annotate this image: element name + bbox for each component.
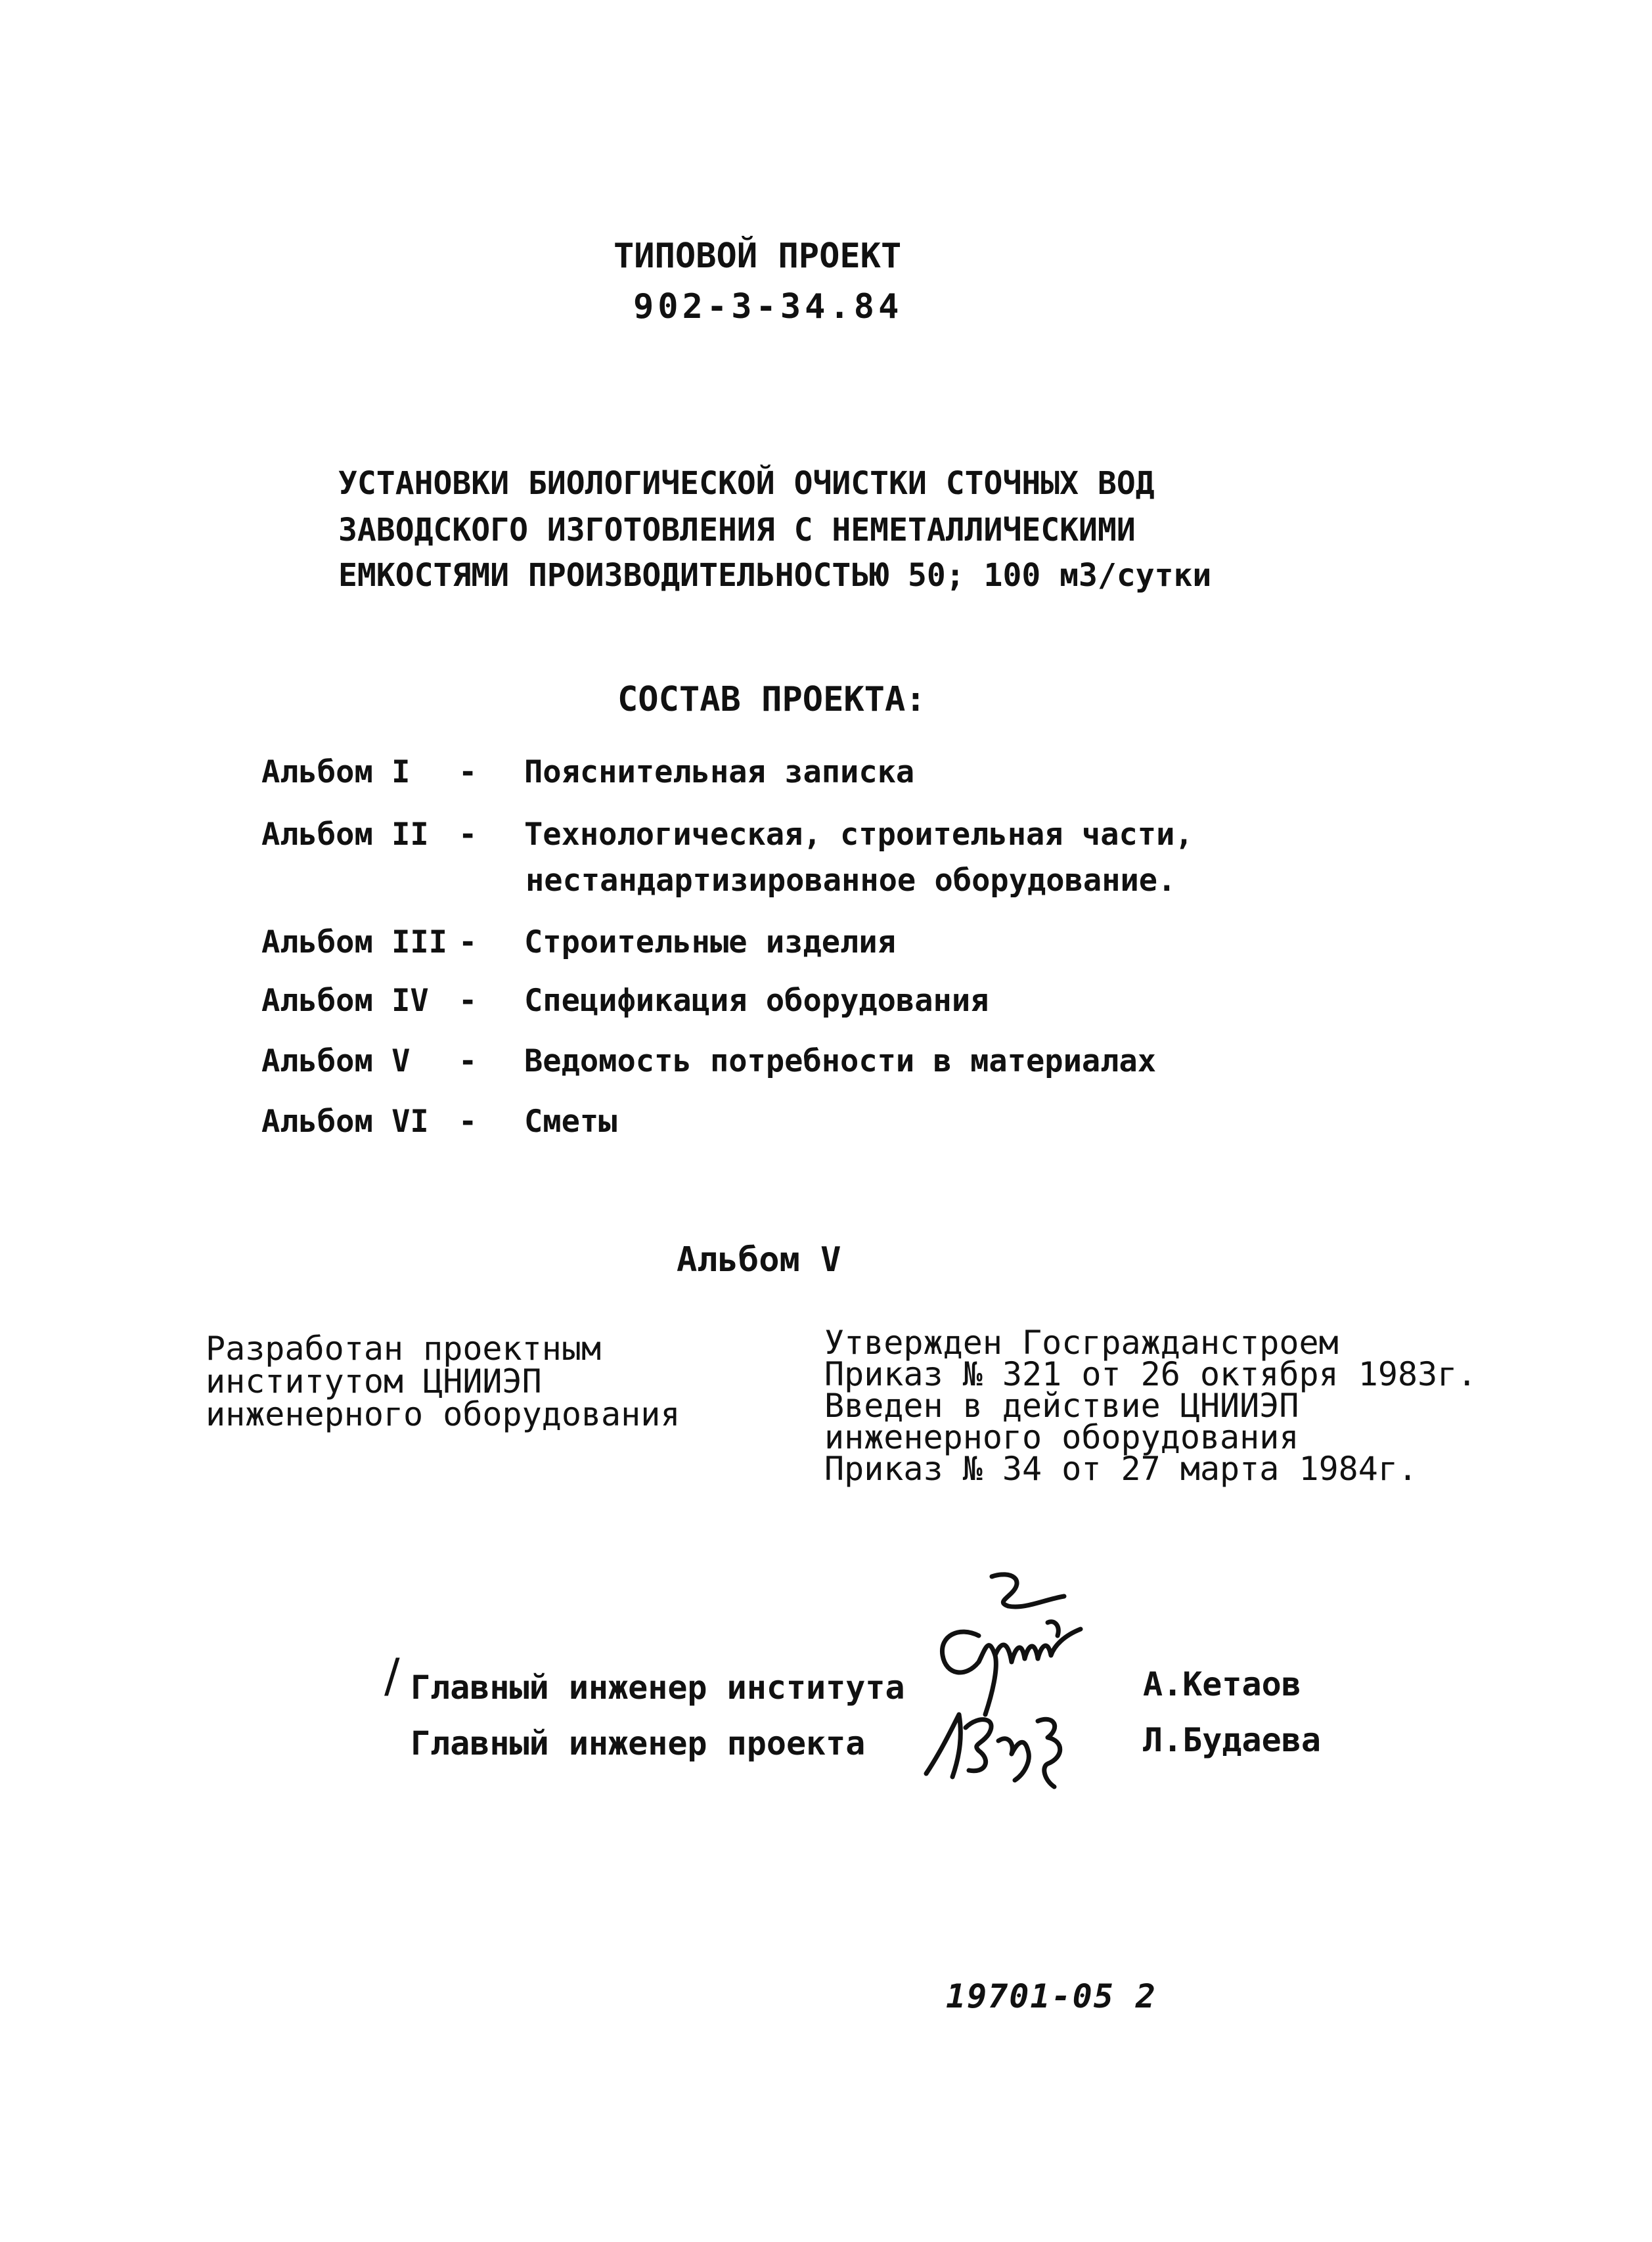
- album-row-5: [261, 1043, 1156, 1079]
- album-dash: -: [458, 754, 478, 790]
- album-dash: -: [458, 817, 478, 853]
- slash-mark: /: [384, 1649, 400, 1703]
- approval-line-2: Приказ № 321 от 26 октября 1983г.: [824, 1355, 1477, 1393]
- signature-name-1: А.Кетаов: [1143, 1665, 1301, 1703]
- album-row-1: [261, 754, 914, 790]
- developer-line-1: Разработан проектным: [206, 1330, 602, 1368]
- developer-line-2: институтом ЦНИИЭП: [206, 1362, 542, 1401]
- album-label: Альбом III: [261, 924, 447, 960]
- document-code: 19701-05 2: [946, 1977, 1157, 2015]
- description-line-3: ЕМКОСТЯМИ ПРОИЗВОДИТЕЛЬНОСТЬЮ 50; 100 м3/сутки: [338, 557, 1212, 594]
- album-row-2: [261, 817, 1194, 853]
- approval-line-3: Введен в действие ЦНИИЭП: [824, 1387, 1299, 1425]
- album-row-4: [261, 983, 989, 1019]
- album-label: Альбом VI: [261, 1104, 429, 1140]
- album-dash: -: [458, 924, 478, 960]
- album-dash: -: [458, 1104, 478, 1140]
- album-text: Спецификация оборудования: [524, 983, 989, 1019]
- album-text: Строительные изделия: [524, 924, 896, 960]
- approval-line-4: инженерного оборудования: [824, 1418, 1299, 1456]
- approval-line-1: Утвержден Госгражданстроем: [824, 1324, 1339, 1362]
- album-dash: -: [458, 1043, 478, 1079]
- album-text: Ведомость потребности в материалах: [524, 1043, 1157, 1079]
- album-row-3: [261, 924, 896, 960]
- album-text: Пояснительная записка: [524, 754, 915, 790]
- handwritten-signature-2: [913, 1688, 1084, 1793]
- signature-name-2: Л.Будаева: [1143, 1721, 1321, 1759]
- description-line-1: УСТАНОВКИ БИОЛОГИЧЕСКОЙ ОЧИСТКИ СТОЧНЫХ ВОД: [338, 465, 1155, 502]
- album-label: Альбом II: [261, 817, 429, 853]
- approval-line-5: Приказ № 34 от 27 марта 1984г.: [824, 1450, 1418, 1488]
- album-text: Сметы: [524, 1104, 617, 1140]
- album-label: Альбом I: [261, 754, 411, 790]
- project-title: ТИПОВОЙ ПРОЕКТ: [614, 236, 902, 276]
- signature-role-1: Главный инженер института: [411, 1669, 905, 1707]
- album-dash: -: [458, 983, 478, 1019]
- album-label: Альбом IV: [261, 983, 429, 1019]
- developer-line-3: инженерного оборудования: [206, 1395, 681, 1433]
- description-line-2: ЗАВОДСКОГО ИЗГОТОВЛЕНИЯ С НЕМЕТАЛЛИЧЕСКИМИ: [338, 512, 1136, 549]
- album-row-2-continuation: нестандартизированное оборудование.: [525, 863, 1176, 899]
- album-text: Технологическая, строительная части,: [524, 817, 1194, 853]
- contents-heading: СОСТАВ ПРОЕКТА:: [617, 680, 926, 719]
- signature-role-2: Главный инженер проекта: [411, 1724, 866, 1762]
- project-number: 902-3-34.84: [633, 287, 903, 326]
- album-label: Альбом V: [261, 1043, 411, 1079]
- album-row-6: [261, 1104, 617, 1140]
- volume-label: Альбом V: [677, 1240, 841, 1280]
